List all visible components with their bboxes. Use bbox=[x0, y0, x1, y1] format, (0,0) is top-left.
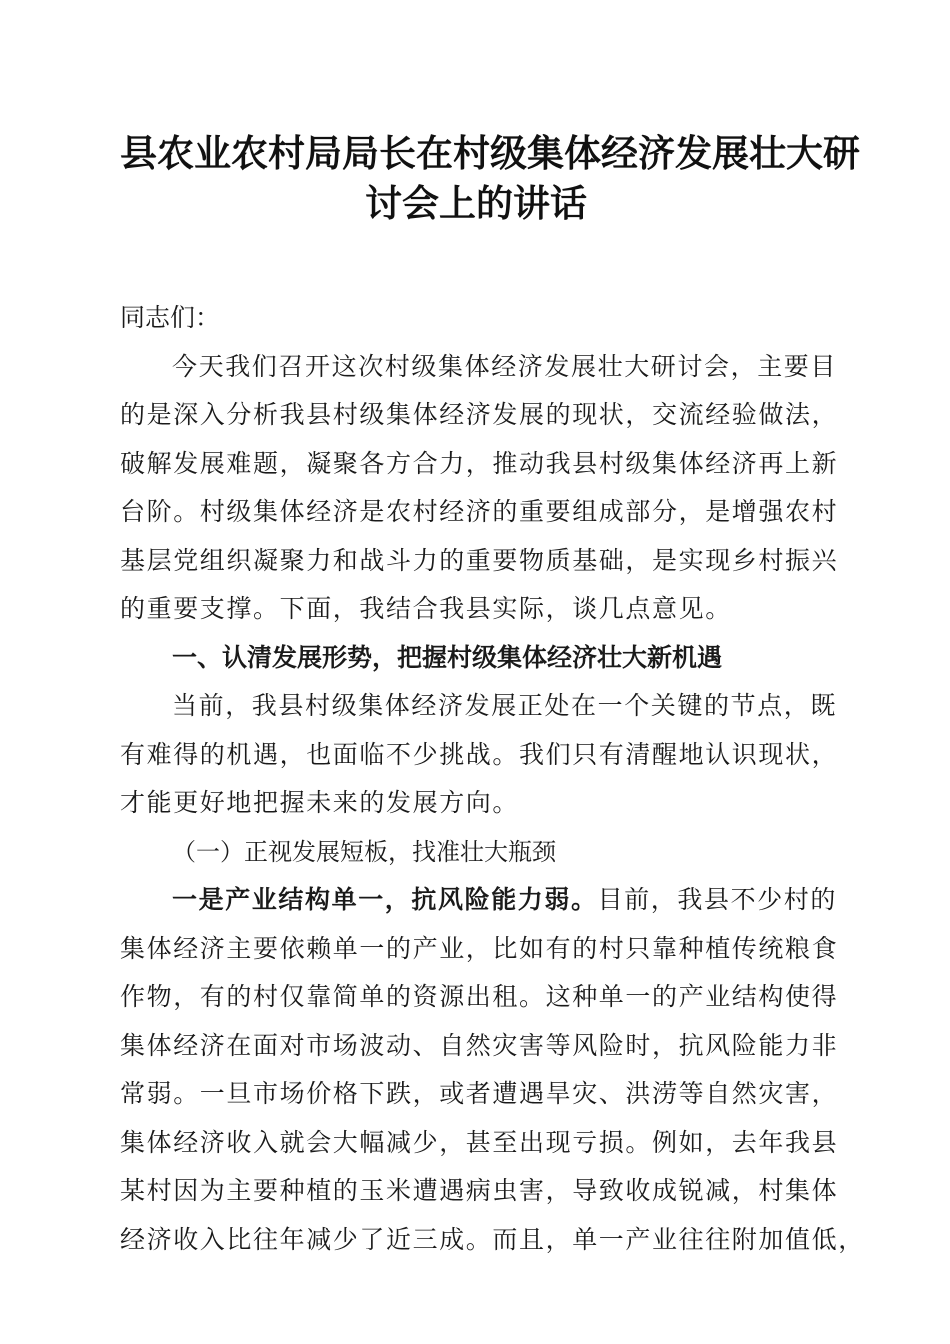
section-1-heading: 一、认清发展形势，把握村级集体经济壮大新机遇 bbox=[172, 642, 723, 672]
point-1-line-1 bbox=[120, 876, 838, 925]
section-1-line-3: 才能更好地把握未来的发展方向。 bbox=[120, 788, 520, 817]
point-1-line-2: 集体经济主要依赖单一的产业，比如有的村只靠种植传统粮食 bbox=[120, 933, 839, 963]
point-1-paragraph bbox=[120, 876, 865, 1264]
salutation: 同志们： bbox=[120, 303, 221, 332]
section-1-line-1: 当前，我县村级集体经济发展正处在一个关键的节点，既 bbox=[172, 691, 838, 720]
point-1-line-7: 某村因为主要种植的玉米遭遇病虫害，导致收成锐减，村集体 bbox=[120, 1176, 839, 1205]
point-1-line-4: 集体经济在面对市场波动、自然灾害等风险时，抗风险能力非 bbox=[120, 1030, 839, 1060]
subsection-1-heading: （一）正视发展短板，找准壮大瓶颈 bbox=[172, 837, 556, 866]
intro-line-4: 台阶。村级集体经济是农村经济的重要组成部分，是增强农村 bbox=[120, 497, 839, 526]
point-1-line-8: 经济收入比往年减少了近三成。而且，单一产业往往附加值低， bbox=[120, 1224, 865, 1254]
document-body bbox=[120, 294, 865, 1264]
point-1-first-rest: 目前，我县不少村的 bbox=[597, 885, 838, 914]
title-line-2: 讨会上的讲话 bbox=[365, 181, 587, 225]
intro-line-1: 今天我们召开这次村级集体经济发展壮大研讨会，主要目 bbox=[172, 351, 838, 381]
point-1-lead: 一是产业结构单一，抗风险能力弱。 bbox=[172, 885, 598, 914]
intro-line-6: 的重要支撑。下面，我结合我县实际，谈几点意见。 bbox=[120, 594, 732, 623]
point-1-line-5: 常弱。一旦市场价格下跌，或者遭遇旱灾、洪涝等自然灾害， bbox=[120, 1079, 839, 1108]
section-1-line-2: 有难得的机遇，也面临不少挑战。我们只有清醒地认识现状， bbox=[120, 739, 839, 769]
intro-line-5: 基层党组织凝聚力和战斗力的重要物质基础，是实现乡村振兴 bbox=[120, 545, 839, 575]
intro-line-3: 破解发展难题，凝聚各方合力，推动我县村级集体经济再上新 bbox=[120, 448, 839, 478]
point-1-line-6: 集体经济收入就会大幅减少，甚至出现亏损。例如，去年我县 bbox=[120, 1127, 839, 1157]
intro-paragraph bbox=[120, 343, 839, 634]
title-line-1: 县农业农村局局长在村级集体经济发展壮大研 bbox=[120, 131, 860, 175]
point-1-line-3: 作物，有的村仅靠简单的资源出租。这种单一的产业结构使得 bbox=[120, 982, 839, 1011]
document-title bbox=[120, 128, 860, 228]
section-1-paragraph bbox=[120, 682, 839, 828]
intro-line-2: 的是深入分析我县村级集体经济发展的现状，交流经验做法， bbox=[120, 400, 839, 429]
